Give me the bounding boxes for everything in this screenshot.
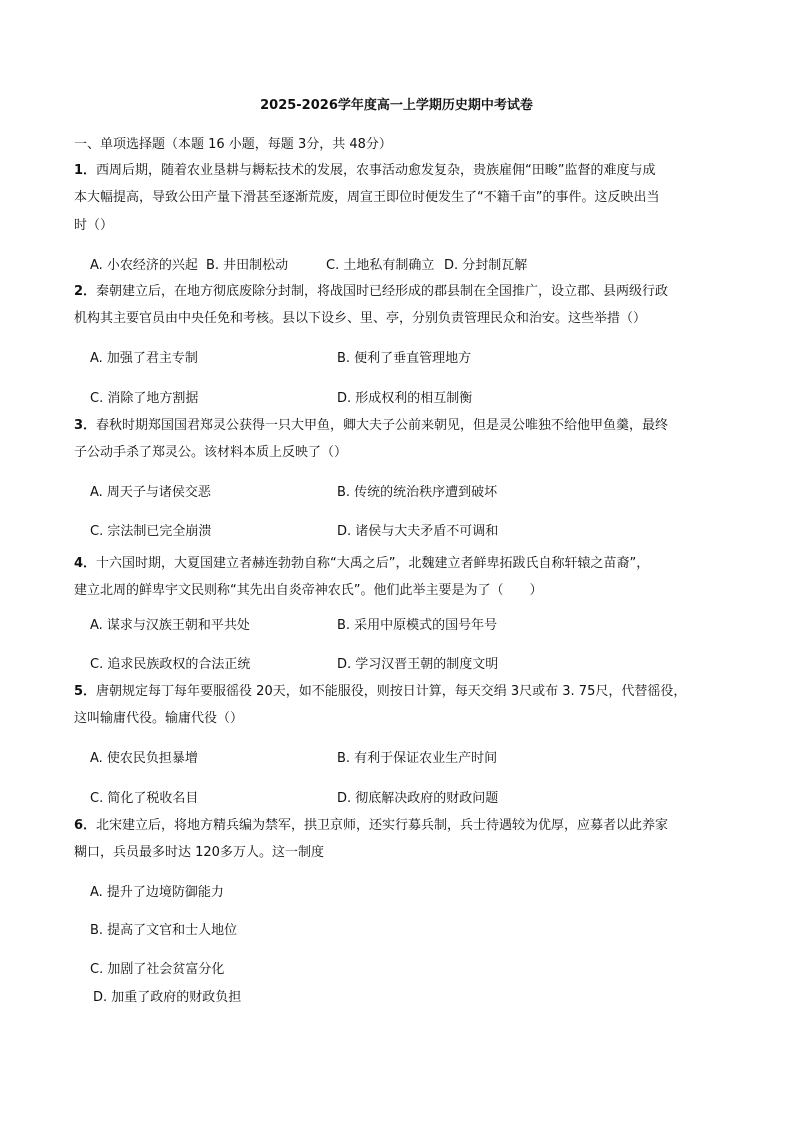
question-1-option-d[interactable]: D. 分封制瓦解 — [444, 258, 528, 273]
question-6-option-b[interactable]: B. 提高了文官和士人地位 — [90, 923, 238, 938]
question-2-line-1 — [74, 284, 668, 300]
question-6-option-d[interactable]: D. 加重了政府的财政负担 — [93, 990, 242, 1005]
question-5-option-c[interactable]: C. 简化了税收名目 — [90, 791, 199, 806]
question-3-option-c[interactable]: C. 宗法制已完全崩溃 — [90, 524, 212, 539]
question-2-option-a[interactable]: A. 加强了君主专制 — [90, 351, 198, 366]
question-text: 秦朝建立后，在地方彻底废除分封制，将战国时已经形成的郡县制在全国推广，设立郡、县两级行政 — [96, 284, 669, 299]
question-5-option-d[interactable]: D. 彻底解决政府的财政问题 — [337, 791, 499, 806]
question-text: 子公动手杀了郑灵公。该材料本质上反映了（） — [74, 445, 348, 460]
question-1-line-2 — [74, 190, 660, 206]
question-5-option-b[interactable]: B. 有利于保证农业生产时间 — [337, 751, 498, 766]
question-3-line-1 — [74, 418, 668, 434]
question-text: 唐朝规定每丁每年要服徭役 20天，如不能服役，则按日计算，每天交绢 3尺或布 3. 75尺，代替徭役， — [96, 684, 687, 699]
question-text: 西周后期，随着农业垦耕与耨耘技术的发展，农事活动愈发复杂，贵族雇佣“田畯”监督的难度与成 — [96, 163, 656, 178]
question-text: ”的事件。这反映出当 — [535, 190, 660, 205]
quoted-phrase: 不籍千亩 — [483, 190, 536, 205]
question-text: 时（） — [74, 218, 114, 233]
question-text: 本大幅提高，导致公田产量下滑甚至逐渐荒废，周宣王即位时便发生了“ — [74, 190, 484, 205]
question-number: 5． — [74, 684, 97, 699]
question-4-line-2 — [74, 583, 542, 599]
question-number: 6． — [74, 818, 97, 833]
question-2-line-2 — [74, 311, 646, 327]
question-1-option-b[interactable]: B. 井田制松动 — [206, 258, 289, 273]
question-5-line-2 — [74, 711, 243, 727]
page-title: 2025-2026学年度高一上学期历史期中考试卷 — [260, 98, 533, 113]
section-header: 一、单项选择题（本题 16 小题，每题 3分，共 48分） — [74, 137, 392, 152]
question-6-option-a[interactable]: A. 提升了边境防御能力 — [90, 885, 224, 900]
question-5-option-a[interactable]: A. 使农民负担暴增 — [90, 751, 198, 766]
question-text: 这叫输庸代役。输庸代役（） — [74, 711, 244, 726]
question-text: 糊口，兵员最多时达 120多万人。这一制度 — [74, 845, 324, 860]
question-3-option-b[interactable]: B. 传统的统治秩序遭到破坏 — [337, 485, 498, 500]
question-3-option-d[interactable]: D. 诸侯与大夫矛盾不可调和 — [337, 524, 499, 539]
question-1-option-c[interactable]: C. 土地私有制确立 — [326, 258, 435, 273]
question-6-line-1 — [74, 818, 668, 834]
question-number: 3． — [74, 418, 97, 433]
question-2-option-c[interactable]: C. 消除了地方割据 — [90, 391, 199, 406]
question-3-line-2 — [74, 445, 347, 461]
question-text: 十六国时期，大夏国建立者赫连勃勃自称“大禹之后”，北魏建立者鲜卑拓跋氏自称轩辕之苗裔”， — [96, 556, 650, 571]
question-number: 2． — [74, 284, 97, 299]
question-1-line-1 — [74, 163, 656, 179]
question-text: 北宋建立后，将地方精兵编为禁军，拱卫京师，还实行募兵制，兵士待遇较为优厚，应募者以此养家 — [96, 818, 669, 833]
question-text: 机构其主要官员由中央任免和考核。县以下设乡、里、亭，分别负责管理民众和治安。这些举措（） — [74, 311, 647, 326]
question-4-line-1 — [74, 556, 649, 572]
question-1-option-a[interactable]: A. 小农经济的兴起 — [90, 258, 198, 273]
question-2-option-d[interactable]: D. 形成权利的相互制衡 — [337, 391, 473, 406]
question-4-option-a[interactable]: A. 谋求与汉族王朝和平共处 — [90, 618, 250, 633]
question-6-option-c[interactable]: C. 加剧了社会贫富分化 — [90, 962, 225, 977]
question-2-option-b[interactable]: B. 便利了垂直管理地方 — [337, 351, 472, 366]
question-3-option-a[interactable]: A. 周天子与诸侯交恶 — [90, 485, 211, 500]
question-5-line-1 — [74, 684, 686, 700]
question-1-line-3 — [74, 218, 113, 234]
question-number: 4． — [74, 556, 97, 571]
question-4-option-b[interactable]: B. 采用中原模式的国号年号 — [337, 618, 498, 633]
question-6-line-2 — [74, 845, 324, 861]
question-number: 1． — [74, 163, 97, 178]
question-4-option-d[interactable]: D. 学习汉晋王朝的制度文明 — [337, 657, 499, 672]
question-4-option-c[interactable]: C. 追求民族政权的合法正统 — [90, 657, 251, 672]
question-text: 春秋时期郑国国君郑灵公获得一只大甲鱼，卿大夫子公前来朝见，但是灵公唯独不给他甲鱼羹，最终 — [96, 418, 669, 433]
question-text: 建立北周的鲜卑宇文民则称“其先出自炎帝神农氏”。他们此举主要是为了（ ） — [74, 583, 543, 598]
